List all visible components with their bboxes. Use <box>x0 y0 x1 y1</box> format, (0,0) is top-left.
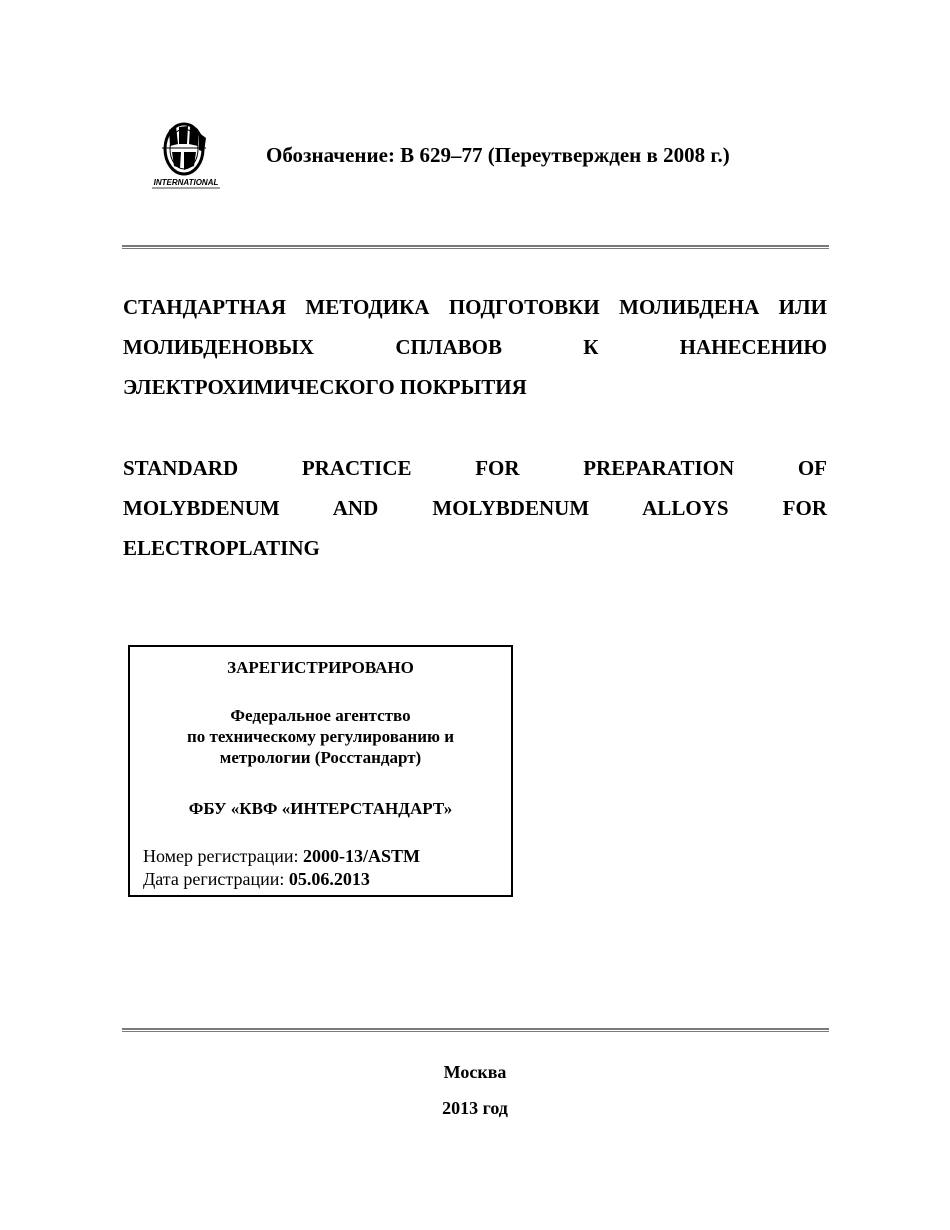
title-english-line: MOLYBDENUM AND MOLYBDENUM ALLOYS FOR <box>123 496 827 520</box>
footer-city: Москва <box>443 1062 507 1082</box>
bottom-divider <box>122 1028 829 1032</box>
registration-agency <box>130 705 511 768</box>
registration-stamp <box>128 645 513 897</box>
title-russian-line: ЭЛЕКТРОХИМИЧЕСКОГО ПОКРЫТИЯ <box>123 375 527 399</box>
astm-logo <box>148 122 224 190</box>
footer-year: 2013 год <box>442 1098 508 1118</box>
title-russian-line: МОЛИБДЕНОВЫХ СПЛАВОВ К НАНЕСЕНИЮ <box>123 335 827 359</box>
title-english-line: ELECTROPLATING <box>123 536 320 560</box>
registration-number-label: Номер регистрации: <box>143 846 304 866</box>
registration-date-value: 05.06.2013 <box>288 869 370 889</box>
astm-logo-text: INTERNATIONAL <box>153 178 219 187</box>
title-english <box>123 448 827 568</box>
title-russian-line: СТАНДАРТНАЯ МЕТОДИКА ПОДГОТОВКИ МОЛИБДЕНА ИЛИ <box>123 295 827 319</box>
title-english-line: STANDARD PRACTICE FOR PREPARATION OF <box>123 456 827 480</box>
registration-agency-line: по техническому регулированию и <box>186 727 455 746</box>
registration-organization: ФБУ «КВФ «ИНТЕРСТАНДАРТ» <box>188 799 453 818</box>
registration-date-label: Дата регистрации: <box>143 869 289 889</box>
registration-heading: ЗАРЕГИСТРИРОВАНО <box>227 658 414 677</box>
registration-number-row <box>143 846 420 867</box>
title-russian <box>123 287 827 407</box>
registration-number-value: 2000-13/ASTM <box>303 846 421 866</box>
registration-agency-line: метрологии (Росстандарт) <box>219 748 422 767</box>
document-designation: Обозначение: B 629–77 (Переутвержден в 2008 г.) <box>266 143 730 167</box>
registration-agency-line: Федеральное агентство <box>230 706 411 725</box>
top-divider <box>122 245 829 249</box>
registration-date-row <box>143 869 370 890</box>
